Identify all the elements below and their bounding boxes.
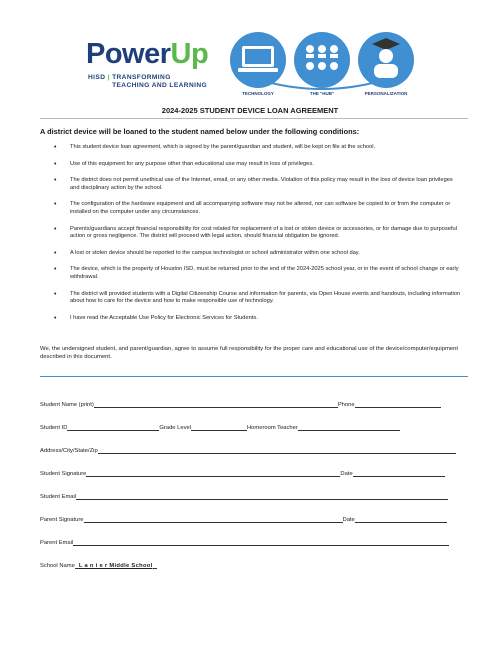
hub-people-icon	[294, 32, 350, 88]
student-email-input[interactable]	[76, 492, 448, 500]
section-divider	[40, 376, 468, 377]
student-email-row: Student Email	[40, 492, 448, 500]
responsibility-statement: We, the undersigned student, and parent/guardian, agree to assume full responsibility for the proper care and educational use of the device/computer/equipment described in this document.	[40, 346, 459, 360]
list-item: • This student device loan agreement, which is signed by the parent/guardian and student, will be kept on file at the school.	[54, 144, 376, 151]
student-date-input[interactable]	[353, 469, 445, 477]
student-signature-row: Student Signature Date	[40, 469, 445, 477]
list-item: • The district does not permit unethical use of the Internet, email, or any other media. Violation of this policy may result in the loss of device loan privileges and disciplinary action by the school.	[54, 177, 453, 191]
school-name-row: School Name L a n i e r Middle School	[40, 561, 157, 569]
pillar-label-personalization: PERSONALIZATION	[364, 91, 408, 96]
logo-tagline: HISD | TRANSFORMING TEACHING AND LEARNING	[88, 74, 208, 89]
powerup-logo: PowerUp	[86, 38, 209, 70]
list-item: • The device, which is the property of Houston ISD, must be returned prior to the end of the 2024-2025 school year, or in the event of school change or early withdrawal.	[54, 266, 459, 280]
list-item: • Use of this equipment for any purpose other than educational use may result in loss of privileges.	[54, 160, 314, 168]
personalization-graduate-icon	[358, 32, 414, 88]
grade-level-input[interactable]	[191, 423, 247, 431]
pillar-label-hub: THE "HUB"	[309, 91, 335, 96]
title-divider	[40, 118, 468, 119]
address-input[interactable]	[98, 446, 456, 454]
student-name-input[interactable]	[94, 400, 338, 408]
page-title: 2024-2025 STUDENT DEVICE LOAN AGREEMENT	[161, 106, 339, 115]
student-signature-input[interactable]	[86, 469, 340, 477]
list-item: • The configuration of the hardware equipment and all accompanying software may not be altered, nor can software be copied to or from the computer or installed on the computer under any circumstances.	[54, 201, 451, 215]
student-id-input[interactable]	[67, 423, 159, 431]
intro-text: A district device will be loaned to the student named below under the following conditions:	[40, 127, 360, 136]
student-name-row: Student Name (print) Phone	[40, 400, 441, 408]
conditions-list	[52, 144, 462, 331]
student-id-row: Student ID Grade Level Homeroom Teacher	[40, 423, 400, 431]
list-item: • A lost or stolen device should be reported to the campus technologist or school administrator within one school day.	[54, 249, 360, 257]
parent-signature-input[interactable]	[84, 515, 343, 523]
list-item: • The district will provided students with a Digital Citizenship Course and information for parents, via Open House events and handouts, including information about how to care for the device and how to make responsible use of technology.	[54, 290, 461, 305]
pillar-label-technology: TECHNOLOGY	[242, 91, 274, 96]
parent-date-input[interactable]	[355, 515, 447, 523]
parent-email-input[interactable]	[73, 538, 449, 546]
address-row: Address/City/State/Zip	[40, 446, 456, 454]
header	[86, 30, 416, 100]
school-name-value: L a n i e r Middle School	[78, 563, 153, 569]
technology-icon	[230, 32, 286, 88]
parent-signature-row: Parent Signature Date	[40, 515, 447, 523]
phone-input[interactable]	[355, 400, 441, 408]
list-item: • I have read the Acceptable Use Policy for Electronic Services for Students.	[54, 314, 258, 322]
parent-email-row: Parent Email	[40, 538, 449, 546]
list-item: • Parents/guardians accept financial responsibility for cost related for replacement of a lost or stolen device or accessories, or for damage due to purposeful action or gross negligence. The district will proceed with legal action, should financial obligation be ignored.	[54, 225, 457, 240]
homeroom-teacher-input[interactable]	[298, 423, 400, 431]
